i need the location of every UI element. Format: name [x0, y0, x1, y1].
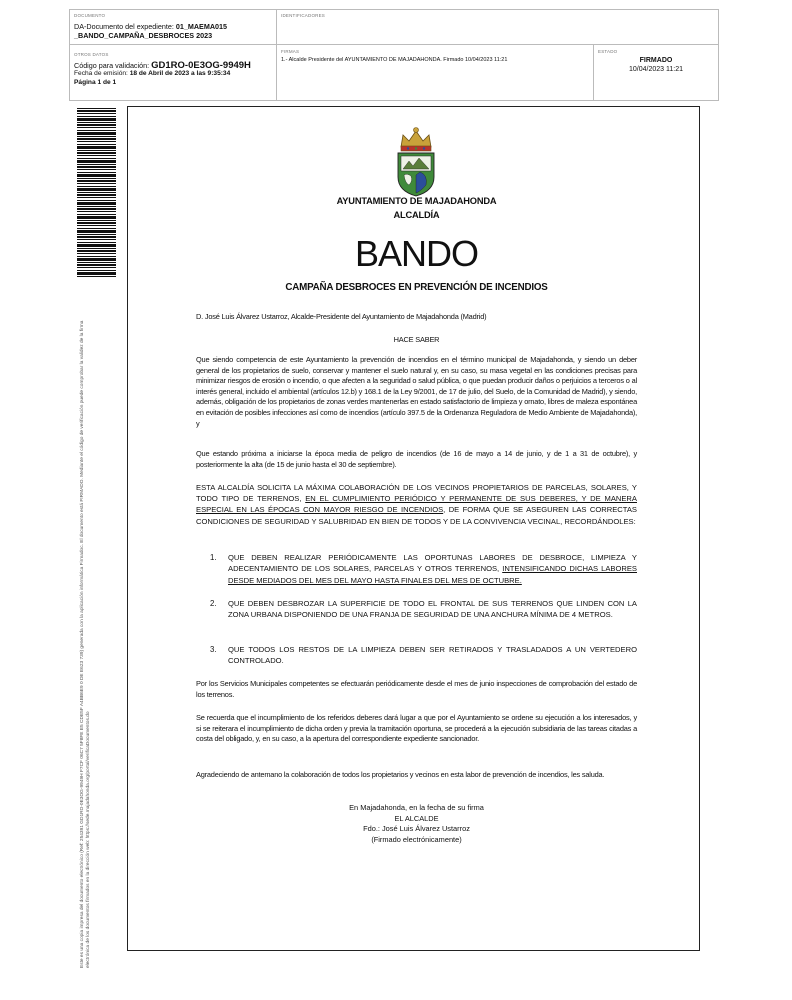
- emission-date: 18 de Abril de 2023 a las 9:35:34: [129, 70, 231, 77]
- org-name: AYUNTAMIENTO DE MAJADAHONDA: [336, 196, 497, 206]
- org-dept: ALCALDÍA: [393, 210, 440, 220]
- estado-value: FIRMADO: [639, 57, 673, 64]
- doc-name-2: _BANDO_CAMPAÑA_DESBROCES 2023: [74, 31, 213, 40]
- estado-date: 10/04/2023 11:21: [629, 65, 683, 73]
- list-item-text-a: QUE TODOS LOS RESTOS DE LA LIMPIEZA DEBEN SER RETIRADOS Y TRASLADADOS A UN VERTEDERO CONTROLADO.: [228, 645, 637, 666]
- list-item-text: [228, 598, 637, 621]
- sign-place: En Majadahonda, en la fecha de su firma: [349, 803, 484, 812]
- document-name: [74, 22, 272, 40]
- list-item-text-underlined: INTENSIFICANDO DICHAS LABORES DESDE MEDIADOS DEL MES DEL MAYO HASTA FINALES DEL MES DE OCTUBRE.: [228, 564, 637, 585]
- barcode: [77, 108, 116, 278]
- coat-of-arms-icon: [393, 125, 439, 197]
- paragraph-1: Que siendo competencia de este Ayuntamiento la prevención de incendios en el término municipal de Majadahonda, y siendo un deber general de los propietarios de suelo, conservar y mantener el suelo natural y, en su caso, su masa vegetal en las condiciones precisas para minimizar riesgos de erosión o incendio, o que afecten a la seguridad o salud pública, o que puedan producir daños o perjuicios a terceros o al interés general, incluido el ambiental (artículos 12.b) y 168.1 de la Ley 9/2001, de 17 de julio, del Suelo, de la Comunidad de Madrid), y siendo, además, obligación de los propietarios de zonas verdes mantenerlas en estado satisfactorio de limpieza y ornato, libres de maleza espontánea en evitación de posibles infecciones así como de incendios (artículo 397.5 de la Ordenanza Reguladora de Medio Ambiente de Majadahonda), y: [196, 355, 637, 428]
- otros-datos-cell: [70, 45, 277, 100]
- list-item-number: 3.: [210, 645, 217, 654]
- sign-note: (Firmado electrónicamente): [371, 835, 462, 845]
- list-item-text: [228, 552, 637, 586]
- paragraph-6: Agradeciendo de antemano la colaboración de todos los propietarios y vecinos en esta labor de prevención de incendios, les saluda.: [196, 770, 605, 779]
- list-item-text: [228, 644, 637, 667]
- identificadores-cell: [277, 10, 718, 45]
- documento-cell: [70, 10, 277, 45]
- page-info: Página 1 de 1: [74, 78, 117, 86]
- paragraph-5: Se recuerda que el incumplimiento de los referidos deberes dará lugar a que por el Ayuntamiento se ordene su ejecución a los interesados, y si se reiterara el incumplimiento de dicha orden y previa la tramitación oportuna, se procederá a la ejecución subsidiaria de las tareas citadas a costa del obligado, y, en su caso, a la apertura del correspondiente expediente sancionador.: [196, 713, 637, 744]
- estado-block: [598, 57, 714, 74]
- paragraph-4: Por los Servicios Municipales competentes se efectuarán periódicamente desde el mes de junio inspecciones de comprobación del estado de los terrenos.: [196, 679, 637, 699]
- intro-paragraph: D. José Luis Álvarez Ustarroz, Alcalde-Presidente del Ayuntamiento de Majadahonda (Madrid): [196, 312, 487, 321]
- doc-title: BANDO: [354, 233, 479, 274]
- estado-label: ESTADO: [598, 49, 618, 54]
- paragraph-3-a: ESTA ALCALDÍA SOLICITA LA MÁXIMA COLABORACIÓN DE LOS VECINOS PROPIETARIOS DE PARCELAS, SOLARES, Y TODO TIPO DE TERRENOS,: [196, 483, 637, 504]
- paragraph-2: Que estando próxima a iniciarse la época media de peligro de incendios (de 16 de mayo a 14 de junio, y de 1 a 31 de octubre), y posteriormente la alta (de 15 de junio hasta el 30 de septiembre).: [196, 449, 637, 469]
- doc-prefix: DA-Documento del expediente:: [74, 22, 176, 31]
- identificadores-label: IDENTIFICADORES: [281, 13, 326, 18]
- list-item-number: 2.: [210, 599, 217, 608]
- paragraph-3-b: , DE FORMA QUE SE ASEGUREN LAS CORRECTAS CONDICIONES DE SEGURIDAD Y SALUBRIDAD EN BIEN DE TODOS Y DE LA CONVIVENCIA VECINAL, RECORDÁNDOLES:: [196, 505, 637, 526]
- validation-code: GD1RO-0E3OG-9949H: [151, 60, 251, 71]
- hace-saber: HACE SABER: [393, 335, 440, 344]
- estado-cell: [594, 45, 718, 100]
- firma-1: 1.- Alcalde Presidente del AYUNTAMIENTO DE MAJADAHONDA. Firmado 10/04/2023 11:21: [281, 57, 508, 63]
- doc-subtitle: CAMPAÑA DESBROCES EN PREVENCIÓN DE INCENDIOS: [285, 282, 548, 293]
- sign-name: Fdo.: José Luis Álvarez Ustarroz: [363, 824, 470, 834]
- list-item-text-a: QUE DEBEN DESBROZAR LA SUPERFICIE DE TODO EL FRONTAL DE SUS TERRENOS QUE LINDEN CON LA ZONA URBANA DISPONIENDO DE UNA FRANJA DE SEGURIDAD DE UNA ANCHURA MÍNIMA DE 4 METROS.: [228, 599, 637, 620]
- firmas-label: FIRMAS: [281, 49, 300, 54]
- emission-prefix: Fecha de emisión:: [74, 70, 130, 77]
- paragraph-3-underlined: EN EL CUMPLIMIENTO PERIÓDICO Y PERMANENTE DE SUS DEBERES, Y DE MANERA ESPECIAL EN LAS ÉPOCAS CON MAYOR RIESGO DE INCENDIOS: [196, 494, 637, 515]
- paragraph-3: [196, 482, 637, 527]
- emission-line: [74, 70, 272, 79]
- side-verification-text: Este es una copia impresa del documento electrónico (Ref: 254391 GD1RO-0E3OG-9949H F7CF 06C7 5F8FE E5 CDE5F A4BB6E9 0 DE E623 739) generada con la aplicación informática Firmadoc. El documento está FIRMADO. Mediante el código de verificación puede comprobar la validez de la firma electrónica de los documentos firmados en la dirección web: https://sede.majadahonda.org/portal/verificaDocumentos.do: [80, 320, 92, 968]
- sign-role: EL ALCALDE: [394, 813, 439, 823]
- validation-header: [69, 9, 719, 101]
- firmas-cell: [277, 45, 594, 100]
- documento-label: DOCUMENTO: [74, 13, 106, 18]
- list-item-number: 1.: [210, 553, 217, 562]
- doc-name-1: 01_MAEMA015: [175, 22, 228, 31]
- otros-datos-label: OTROS DATOS: [74, 52, 109, 57]
- validation-line: [74, 61, 272, 70]
- validation-prefix: Código para validación:: [74, 61, 152, 70]
- signature-block: [196, 803, 637, 846]
- list-item-text-a: QUE DEBEN REALIZAR PERIÓDICAMENTE LAS OPORTUNAS LABORES DE DESBROCE, LIMPIEZA Y ADECENTAMIENTO DE LOS SOLARES, PARCELAS Y OTROS TERRENOS,: [228, 553, 637, 574]
